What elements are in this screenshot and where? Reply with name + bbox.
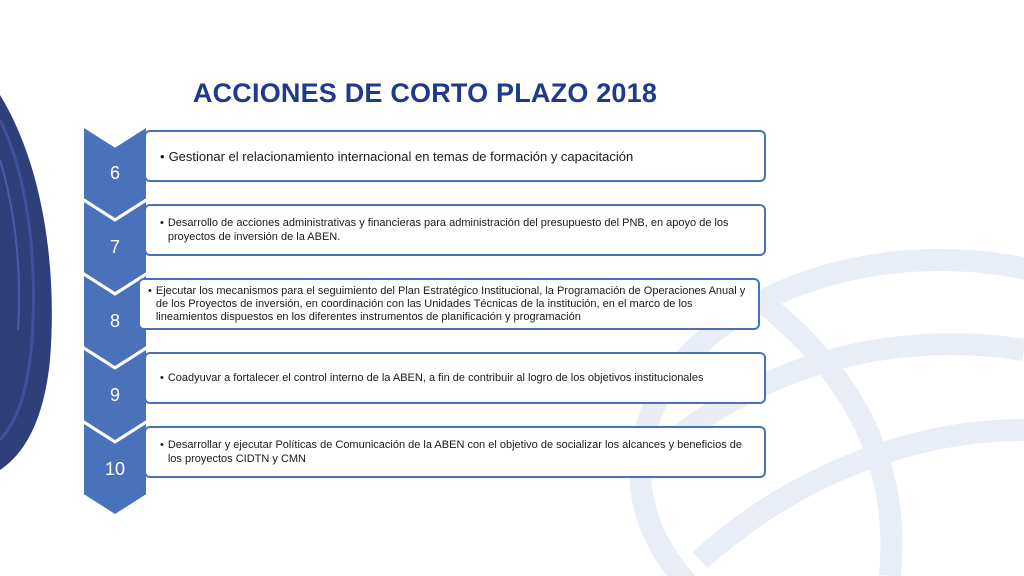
action-box bbox=[144, 204, 766, 256]
action-text: Gestionar el relacionamiento internacional en temas de formación y capacitación bbox=[168, 148, 634, 164]
action-number: 7 bbox=[109, 236, 120, 257]
action-box bbox=[144, 352, 766, 404]
action-text: Desarrollar y ejecutar Políticas de Comunicación de la ABEN con el objetivo de socializar los alcances y beneficios de los proyectos CIDTN y CMN bbox=[167, 439, 742, 465]
action-number: 10 bbox=[104, 458, 126, 479]
left-arc-decoration bbox=[0, 95, 52, 470]
bullet-icon: • bbox=[160, 372, 164, 384]
action-number: 6 bbox=[109, 162, 120, 183]
action-text: Coadyuvar a fortalecer el control interno de la ABEN, a fin de contribuir al logro de los objetivos institucionales bbox=[167, 372, 704, 384]
action-text: Desarrollo de acciones administrativas y financieras para administración del presupuesto del PNB, en apoyo de los proyectos de inversión de la ABEN. bbox=[167, 217, 729, 243]
action-row-10 bbox=[84, 424, 766, 514]
action-box bbox=[138, 278, 760, 330]
bullet-icon: • bbox=[148, 284, 152, 297]
bullet-icon: • bbox=[160, 439, 164, 451]
bullet-icon: • bbox=[160, 217, 164, 229]
action-number: 8 bbox=[109, 310, 120, 331]
action-number: 9 bbox=[109, 384, 120, 405]
action-box bbox=[144, 426, 766, 478]
slide-title: ACCIONES DE CORTO PLAZO 2018 bbox=[192, 78, 658, 108]
bullet-icon: • bbox=[160, 148, 165, 164]
action-text: Ejecutar los mecanismos para el seguimiento del Plan Estratégico Institucional, la Programación de Operaciones Anual y de los Proyectos de inversión, en coordinación con las Unidades Técnicas de la institución, en el marco de los lineamientos dispuestos en los diferentes instrumentos de planificación y programación bbox=[155, 284, 746, 323]
action-box bbox=[144, 130, 766, 182]
